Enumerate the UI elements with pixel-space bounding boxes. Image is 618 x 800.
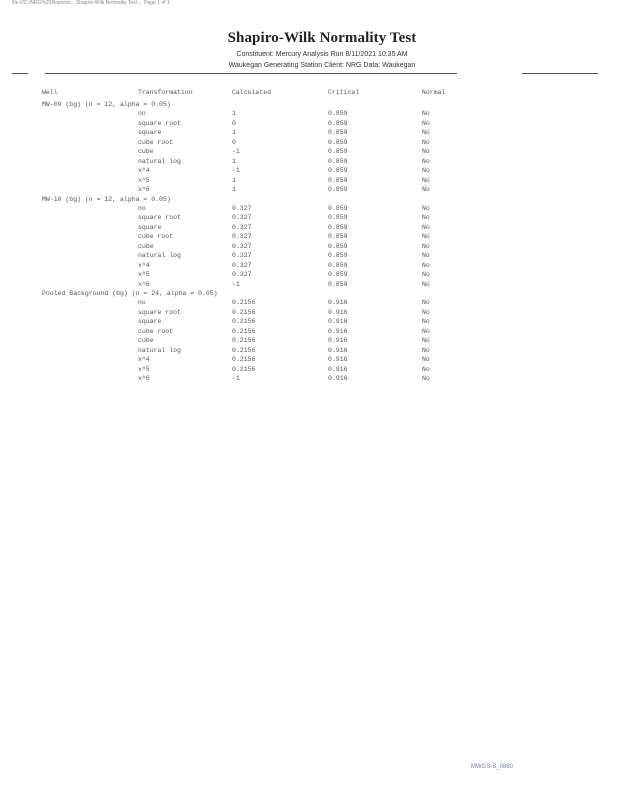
transformation-cell: no bbox=[138, 299, 146, 306]
calculated-cell: 0.327 bbox=[232, 233, 252, 240]
transformation-cell: x^4 bbox=[138, 167, 150, 174]
header-rule-right bbox=[522, 73, 598, 74]
normal-cell: No bbox=[422, 356, 430, 363]
normal-cell: No bbox=[422, 318, 430, 325]
report-subtitle-constituent-text: Constituent: Mercury Analysis Run 8/11/2021 10:35 AM bbox=[236, 51, 408, 58]
transformation-cell: natural log bbox=[138, 252, 181, 259]
transformation-cell: x^5 bbox=[138, 177, 150, 184]
transformation-cell: no bbox=[138, 110, 146, 117]
transformation-cell: square bbox=[138, 318, 162, 325]
calculated-cell: 0.2156 bbox=[232, 299, 256, 306]
header-rule-left bbox=[12, 73, 28, 74]
transformation-cell: x^4 bbox=[138, 262, 150, 269]
calculated-cell: -1 bbox=[232, 375, 240, 382]
transformation-cell: square root bbox=[138, 120, 181, 127]
calculated-cell: 0.327 bbox=[232, 205, 252, 212]
critical-cell: 0.859 bbox=[328, 224, 348, 231]
calculated-cell: 0.2156 bbox=[232, 328, 256, 335]
report-title bbox=[0, 30, 618, 47]
normal-cell: No bbox=[422, 167, 430, 174]
transformation-cell: x^6 bbox=[138, 186, 150, 193]
critical-cell: 0.859 bbox=[328, 252, 348, 259]
normal-cell: No bbox=[422, 243, 430, 250]
report-subtitle-site bbox=[0, 62, 618, 69]
transformation-cell: x^4 bbox=[138, 356, 150, 363]
calculated-cell: 0.2156 bbox=[232, 318, 256, 325]
critical-cell: 0.916 bbox=[328, 366, 348, 373]
critical-cell: 0.916 bbox=[328, 309, 348, 316]
transformation-cell: square root bbox=[138, 309, 181, 316]
browser-print-header: file:///C:/NRG%20Reports/... Shapiro-Wilk Normality Test ... Page 1 of 1 bbox=[12, 0, 170, 6]
calculated-cell: 1 bbox=[232, 186, 236, 193]
normal-cell: No bbox=[422, 148, 430, 155]
calculated-cell: 0.2156 bbox=[232, 337, 256, 344]
critical-cell: 0.859 bbox=[328, 120, 348, 127]
calculated-cell: 0.2156 bbox=[232, 366, 256, 373]
normal-cell: No bbox=[422, 252, 430, 259]
col-header-normal: Normal bbox=[422, 89, 446, 96]
transformation-cell: square bbox=[138, 224, 162, 231]
normal-cell: No bbox=[422, 281, 430, 288]
transformation-cell: cube bbox=[138, 243, 154, 250]
well-group-label: Pooled Background (bg) (n = 24, alpha = 0.05) bbox=[42, 290, 218, 297]
critical-cell: 0.916 bbox=[328, 347, 348, 354]
normal-cell: No bbox=[422, 375, 430, 382]
calculated-cell: 0.327 bbox=[232, 262, 252, 269]
normal-cell: No bbox=[422, 224, 430, 231]
critical-cell: 0.859 bbox=[328, 110, 348, 117]
header-rule-center bbox=[45, 73, 457, 74]
transformation-cell: x^6 bbox=[138, 375, 150, 382]
calculated-cell: 1 bbox=[232, 110, 236, 117]
critical-cell: 0.859 bbox=[328, 271, 348, 278]
normal-cell: No bbox=[422, 205, 430, 212]
critical-cell: 0.859 bbox=[328, 167, 348, 174]
calculated-cell: 0.327 bbox=[232, 243, 252, 250]
critical-cell: 0.916 bbox=[328, 356, 348, 363]
normal-cell: No bbox=[422, 120, 430, 127]
col-header-critical: Critical bbox=[328, 89, 360, 96]
critical-cell: 0.859 bbox=[328, 262, 348, 269]
transformation-cell: x^6 bbox=[138, 281, 150, 288]
normal-cell: No bbox=[422, 328, 430, 335]
report-title-text: Shapiro-Wilk Normality Test bbox=[227, 30, 417, 46]
critical-cell: 0.916 bbox=[328, 337, 348, 344]
normal-cell: No bbox=[422, 110, 430, 117]
critical-cell: 0.859 bbox=[328, 243, 348, 250]
calculated-cell: 0.2156 bbox=[232, 356, 256, 363]
col-header-calculated: Calculated bbox=[232, 89, 272, 96]
calculated-cell: 0.327 bbox=[232, 271, 252, 278]
report-subtitle-constituent bbox=[0, 51, 618, 58]
calculated-cell: -1 bbox=[232, 148, 240, 155]
well-group-label: MW-10 (bg) (n = 12, alpha = 0.05) bbox=[42, 196, 171, 203]
transformation-cell: x^5 bbox=[138, 271, 150, 278]
critical-cell: 0.859 bbox=[328, 177, 348, 184]
transformation-cell: natural log bbox=[138, 347, 181, 354]
calculated-cell: 0.327 bbox=[232, 252, 252, 259]
transformation-cell: cube bbox=[138, 337, 154, 344]
normal-cell: No bbox=[422, 299, 430, 306]
normal-cell: No bbox=[422, 347, 430, 354]
normal-cell: No bbox=[422, 186, 430, 193]
calculated-cell: 1 bbox=[232, 177, 236, 184]
transformation-cell: cube root bbox=[138, 328, 174, 335]
bates-number: MWGS-B_0880 bbox=[471, 764, 514, 770]
critical-cell: 0.859 bbox=[328, 281, 348, 288]
transformation-cell: cube root bbox=[138, 233, 174, 240]
critical-cell: 0.916 bbox=[328, 299, 348, 306]
critical-cell: 0.916 bbox=[328, 375, 348, 382]
critical-cell: 0.916 bbox=[328, 318, 348, 325]
transformation-cell: square bbox=[138, 129, 162, 136]
normal-cell: No bbox=[422, 271, 430, 278]
transformation-cell: natural log bbox=[138, 158, 181, 165]
normal-cell: No bbox=[422, 366, 430, 373]
transformation-cell: square root bbox=[138, 214, 181, 221]
normal-cell: No bbox=[422, 214, 430, 221]
normal-cell: No bbox=[422, 129, 430, 136]
calculated-cell: -1 bbox=[232, 167, 240, 174]
normal-cell: No bbox=[422, 309, 430, 316]
report-subtitle-site-text: Waukegan Generating Station Client: NRG Data: Waukegan bbox=[228, 62, 416, 69]
critical-cell: 0.859 bbox=[328, 214, 348, 221]
normal-cell: No bbox=[422, 139, 430, 146]
calculated-cell: 0.2156 bbox=[232, 309, 256, 316]
transformation-cell: cube bbox=[138, 148, 154, 155]
calculated-cell: -1 bbox=[232, 281, 240, 288]
critical-cell: 0.859 bbox=[328, 233, 348, 240]
critical-cell: 0.916 bbox=[328, 328, 348, 335]
normal-cell: No bbox=[422, 158, 430, 165]
normal-cell: No bbox=[422, 337, 430, 344]
transformation-cell: x^5 bbox=[138, 366, 150, 373]
critical-cell: 0.859 bbox=[328, 139, 348, 146]
critical-cell: 0.859 bbox=[328, 158, 348, 165]
calculated-cell: 0.327 bbox=[232, 224, 252, 231]
calculated-cell: 1 bbox=[232, 158, 236, 165]
normal-cell: No bbox=[422, 177, 430, 184]
transformation-cell: cube root bbox=[138, 139, 174, 146]
critical-cell: 0.859 bbox=[328, 186, 348, 193]
calculated-cell: 1 bbox=[232, 129, 236, 136]
col-header-well: Well bbox=[42, 89, 58, 96]
calculated-cell: 0.327 bbox=[232, 214, 252, 221]
calculated-cell: 0 bbox=[232, 139, 236, 146]
well-group-label: MW-09 (bg) (n = 12, alpha = 0.05) bbox=[42, 101, 171, 108]
normal-cell: No bbox=[422, 233, 430, 240]
calculated-cell: 0 bbox=[232, 120, 236, 127]
critical-cell: 0.859 bbox=[328, 205, 348, 212]
critical-cell: 0.859 bbox=[328, 129, 348, 136]
transformation-cell: no bbox=[138, 205, 146, 212]
critical-cell: 0.859 bbox=[328, 148, 348, 155]
col-header-transformation: Transformation bbox=[138, 89, 193, 96]
calculated-cell: 0.2156 bbox=[232, 347, 256, 354]
normal-cell: No bbox=[422, 262, 430, 269]
